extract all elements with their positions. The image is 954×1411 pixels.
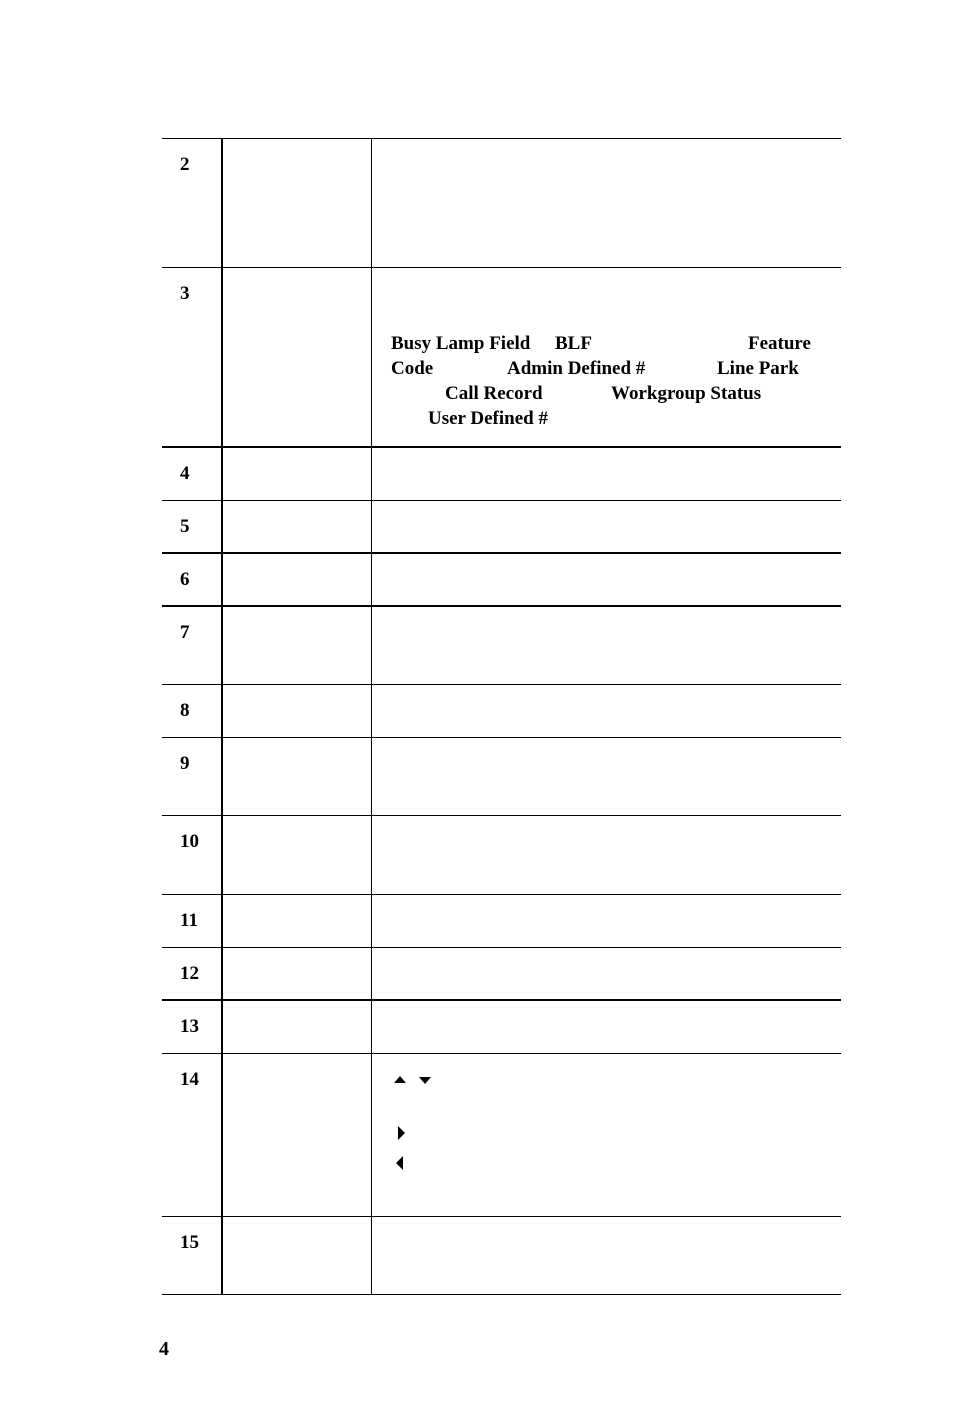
row-number: 3	[180, 283, 190, 304]
table-row	[162, 605, 841, 684]
row-number: 15	[180, 1232, 199, 1253]
call-record-term: Call Record	[445, 383, 543, 404]
table-row	[162, 446, 841, 500]
down-arrow-icon	[419, 1077, 431, 1084]
row-number: 14	[180, 1069, 199, 1090]
row-number: 12	[180, 963, 199, 984]
row-description	[372, 1054, 841, 1216]
up-arrow-icon	[394, 1076, 406, 1083]
row-number: 11	[180, 910, 198, 931]
busy-lamp-field-term: Busy Lamp Field	[391, 333, 531, 354]
table-row	[162, 1216, 841, 1295]
table-row	[162, 999, 841, 1053]
admin-defined-term: Admin Defined #	[507, 358, 646, 379]
line-park-term: Line Park	[717, 358, 799, 379]
table-row	[162, 1053, 841, 1216]
row-number: 13	[180, 1016, 199, 1037]
row-description	[372, 268, 841, 446]
table-row	[162, 684, 841, 737]
row-number: 8	[180, 700, 190, 721]
table-row	[162, 552, 841, 605]
page-number: 4	[159, 1338, 169, 1360]
row-number: 6	[180, 569, 190, 590]
user-defined-term: User Defined #	[428, 408, 548, 429]
row-number: 10	[180, 831, 199, 852]
right-arrow-icon	[398, 1126, 405, 1140]
table-row	[162, 267, 841, 446]
table-row	[162, 894, 841, 947]
table-row	[162, 737, 841, 815]
code-term: Code	[391, 358, 434, 379]
row-number: 4	[180, 463, 190, 484]
row-number: 5	[180, 516, 190, 537]
row-number: 7	[180, 622, 190, 643]
row-number: 9	[180, 753, 190, 774]
blf-term: BLF	[555, 333, 592, 354]
feature-term: Feature	[748, 333, 811, 354]
workgroup-status-term: Workgroup Status	[611, 383, 762, 404]
reference-table	[162, 138, 841, 1295]
table-row	[162, 947, 841, 999]
table-row	[162, 815, 841, 894]
row-number: 2	[180, 154, 190, 175]
table-row	[162, 138, 841, 267]
table-row	[162, 500, 841, 552]
left-arrow-icon	[396, 1156, 403, 1170]
